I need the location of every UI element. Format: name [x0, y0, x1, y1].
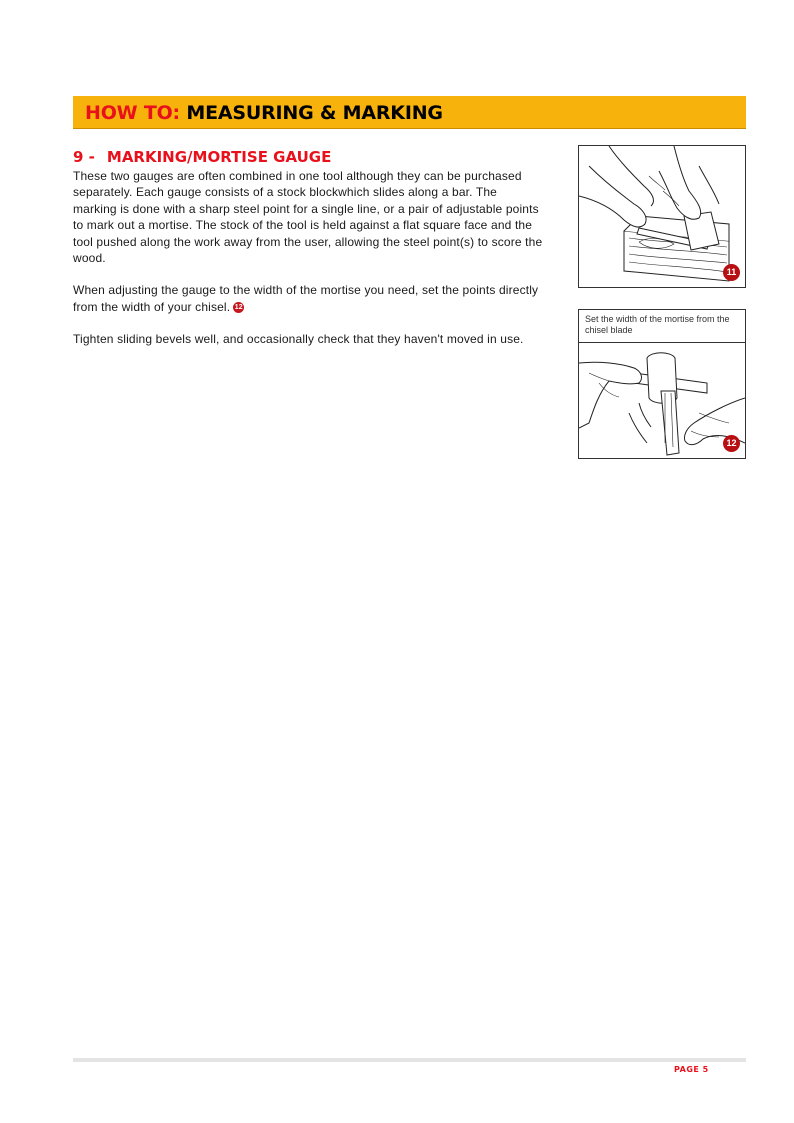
marking-gauge-on-wood-illustration: [579, 146, 745, 287]
title-lead: HOW TO:: [85, 102, 180, 124]
page-number: PAGE 5: [674, 1065, 709, 1074]
paragraph: These two gauges are often combined in one tool although they can be purchased separately. Each gauge consists of a stock blockwhich slides along a bar. The marking is done with a sharp steel point for a single line, or a pair of adjustable points to mark out a mortise. The stock of the tool is held against a flat square face and the tool pushed along the work away from the user, allowing the steel point(s) to score the wood.: [73, 169, 543, 266]
title-main: MEASURING & MARKING: [186, 102, 443, 124]
setting-gauge-with-chisel-illustration: [579, 343, 745, 458]
page-title: [85, 102, 443, 124]
figure-ref-badge: 12: [234, 304, 243, 312]
body-text: [73, 168, 543, 364]
paragraph: [73, 282, 543, 315]
header-banner: [73, 96, 746, 129]
figure-number-badge: 11: [723, 264, 740, 281]
paragraph-text: When adjusting the gauge to the width of the mortise you need, set the points directly from the width of your chisel.: [73, 283, 539, 314]
section-number: 9 -: [73, 148, 95, 166]
figure-caption: Set the width of the mortise from the chisel blade: [579, 310, 745, 343]
section-title: MARKING/MORTISE GAUGE: [106, 148, 332, 166]
figure-11: [578, 145, 746, 288]
paragraph: Tighten sliding bevels well, and occasionally check that they haven't moved in use.: [73, 332, 524, 347]
footer-rule: [73, 1058, 746, 1062]
section-heading: [73, 148, 331, 166]
figure-number-badge: 12: [723, 435, 740, 452]
figure-12: [578, 309, 746, 459]
